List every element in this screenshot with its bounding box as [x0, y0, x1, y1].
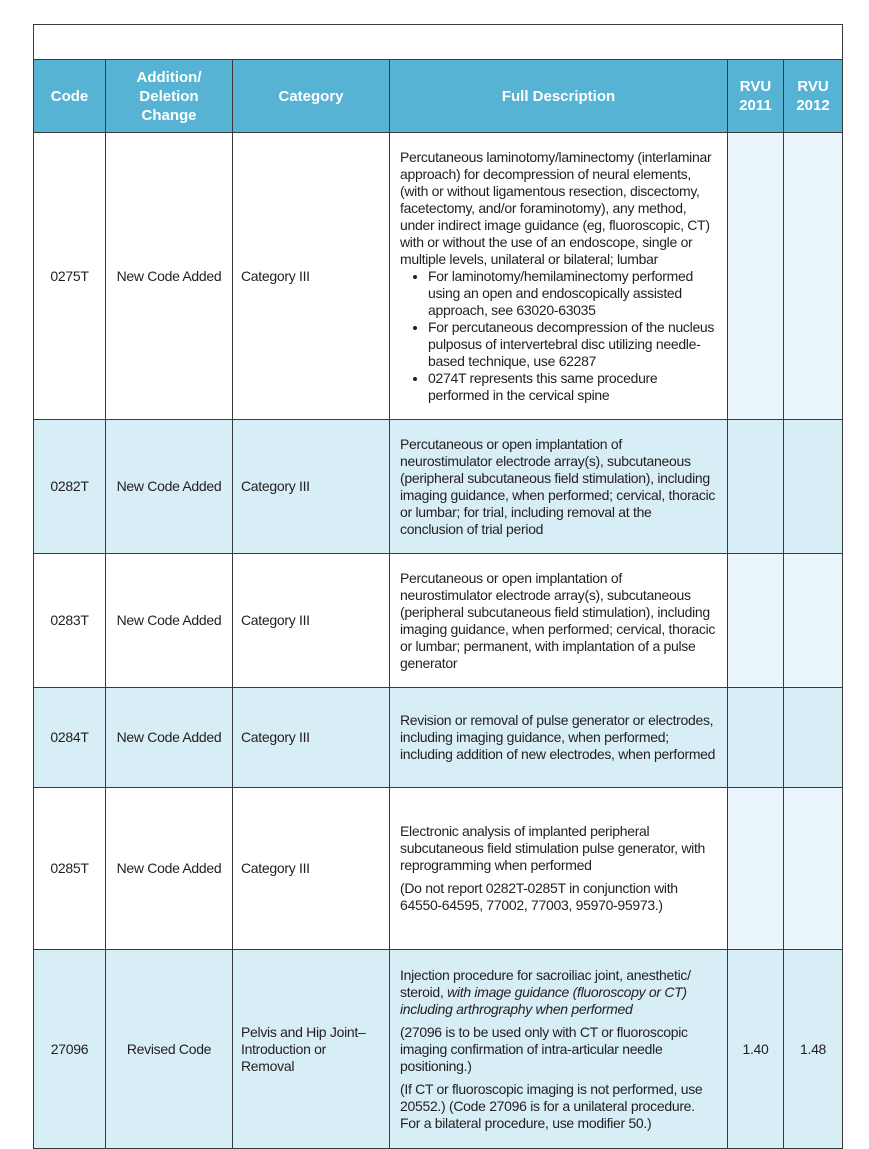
cell-change: Revised Code	[106, 950, 233, 1149]
cell-description	[390, 688, 728, 788]
table-row	[34, 420, 843, 554]
header-change	[106, 60, 233, 133]
cell-category: Pelvis and Hip Joint– Introduction or Removal	[233, 950, 390, 1149]
header-description: Full Description	[390, 60, 728, 133]
cell-description	[390, 788, 728, 950]
header-category: Category	[233, 60, 390, 133]
cell-category: Category III	[233, 420, 390, 554]
table-row	[34, 950, 843, 1149]
cell-code: 27096	[34, 950, 106, 1149]
description-text	[400, 967, 717, 1018]
cell-description	[390, 950, 728, 1149]
header-rvu-2012-line2: 2012	[796, 97, 830, 114]
description-text-plain: Injection procedure for sacroiliac joint, anesthetic/ steroid,	[400, 966, 691, 1000]
cell-code: 0285T	[34, 788, 106, 950]
table-title: Table 1. CPT Code Changes for Pain Management 2012 (continued)	[34, 25, 843, 60]
table-row	[34, 788, 843, 950]
table-header-row	[34, 60, 843, 133]
header-change-line1: Addition/	[136, 68, 202, 86]
table-row	[34, 133, 843, 420]
table-row	[34, 688, 843, 788]
description-note: (Do not report 0282T-0285T in conjunction with 64550-64595, 77002, 77003, 95970-95973.)	[400, 880, 678, 913]
cell-description	[390, 554, 728, 688]
header-change-line2: Deletion	[139, 87, 199, 105]
description-text: Revision or removal of pulse generator or electrodes, including imaging guidance, when performed; including addition of new electrodes, when performed	[400, 712, 716, 762]
header-change-line3: Change	[141, 106, 197, 124]
cell-category: Category III	[233, 554, 390, 688]
cell-change: New Code Added	[106, 554, 233, 688]
cell-rvu-2012	[784, 133, 843, 420]
description-text-italic: with image guidance (fluoroscopy or CT) including arthrography when performed	[400, 983, 687, 1017]
cell-rvu-2012: 1.48	[784, 950, 843, 1149]
cpt-table-figure	[33, 24, 842, 1149]
cell-description	[390, 133, 728, 420]
cell-description	[390, 420, 728, 554]
description-bullet: • For percutaneous decompression of the nucleus pulposus of intervertebral disc utilizing needle-based technique, use 62287	[428, 319, 717, 370]
description-bullets	[400, 268, 717, 404]
description-bullet: • 0274T represents this same procedure performed in the cervical spine	[428, 370, 717, 404]
header-rvu-2011	[728, 60, 784, 133]
cell-rvu-2011	[728, 554, 784, 688]
cell-rvu-2012	[784, 554, 843, 688]
cell-rvu-2011	[728, 688, 784, 788]
table-row	[34, 554, 843, 688]
cell-change: New Code Added	[106, 688, 233, 788]
cell-code: 0284T	[34, 688, 106, 788]
cell-code: 0275T	[34, 133, 106, 420]
cell-category: Category III	[233, 133, 390, 420]
description-note: (27096 is to be used only with CT or fluoroscopic imaging confirmation of intra-articular needle positioning.)	[400, 1023, 688, 1074]
description-bullet: • For laminotomy/hemilaminectomy performed using an open and endoscopically assisted approach, see 63020-63035	[428, 268, 717, 319]
cell-change: New Code Added	[106, 133, 233, 420]
cell-rvu-2012	[784, 788, 843, 950]
header-rvu-2011-line1: RVU	[739, 78, 772, 95]
cell-code: 0283T	[34, 554, 106, 688]
cell-category: Category III	[233, 788, 390, 950]
description-text: Percutaneous or open implantation of neurostimulator electrode array(s), subcutaneous (peripheral subcutaneous field stimulation), including imaging guidance, when performed; cervical, thoracic or lumbar; permanent, with implantation of a pulse generator	[400, 569, 716, 671]
description-text: Percutaneous or open implantation of neurostimulator electrode array(s), subcutaneous (peripheral subcutaneous field stimulation), including imaging guidance, when performed; cervical, thoracic or lumbar; for trial, including removal at the conclusion of trial period	[400, 435, 716, 537]
cell-category: Category III	[233, 688, 390, 788]
description-text: Percutaneous laminotomy/laminectomy (interlaminar approach) for decompression of neural elements, (with or without ligamentous resection, discectomy, facetectomy, and/or foraminotomy), any method, under indirect image guidance (eg, fluoroscopic, CT) with or without the use of an endoscope, single or multiple levels, unilateral or bilateral; lumbar	[400, 148, 712, 267]
description-note-2: (If CT or fluoroscopic imaging is not performed, use 20552.) (Code 27096 is for a unilateral procedure. For a bilateral procedure, use modifier 50.)	[400, 1080, 703, 1131]
cell-rvu-2012	[784, 688, 843, 788]
cell-code: 0282T	[34, 420, 106, 554]
cell-rvu-2011	[728, 420, 784, 554]
cell-rvu-2011	[728, 788, 784, 950]
description-text: Electronic analysis of implanted peripheral subcutaneous field stimulation pulse generator, with reprogramming when performed	[400, 823, 706, 873]
cell-rvu-2011	[728, 133, 784, 420]
header-code: Code	[34, 60, 106, 133]
header-rvu-2011-line2: 2011	[739, 97, 772, 114]
cell-rvu-2012	[784, 420, 843, 554]
cell-rvu-2011: 1.40	[728, 950, 784, 1149]
header-rvu-2012-line1: RVU	[797, 78, 829, 95]
header-rvu-2012	[784, 60, 843, 133]
cell-change: New Code Added	[106, 420, 233, 554]
cpt-code-changes-table	[33, 24, 843, 1149]
cell-change: New Code Added	[106, 788, 233, 950]
